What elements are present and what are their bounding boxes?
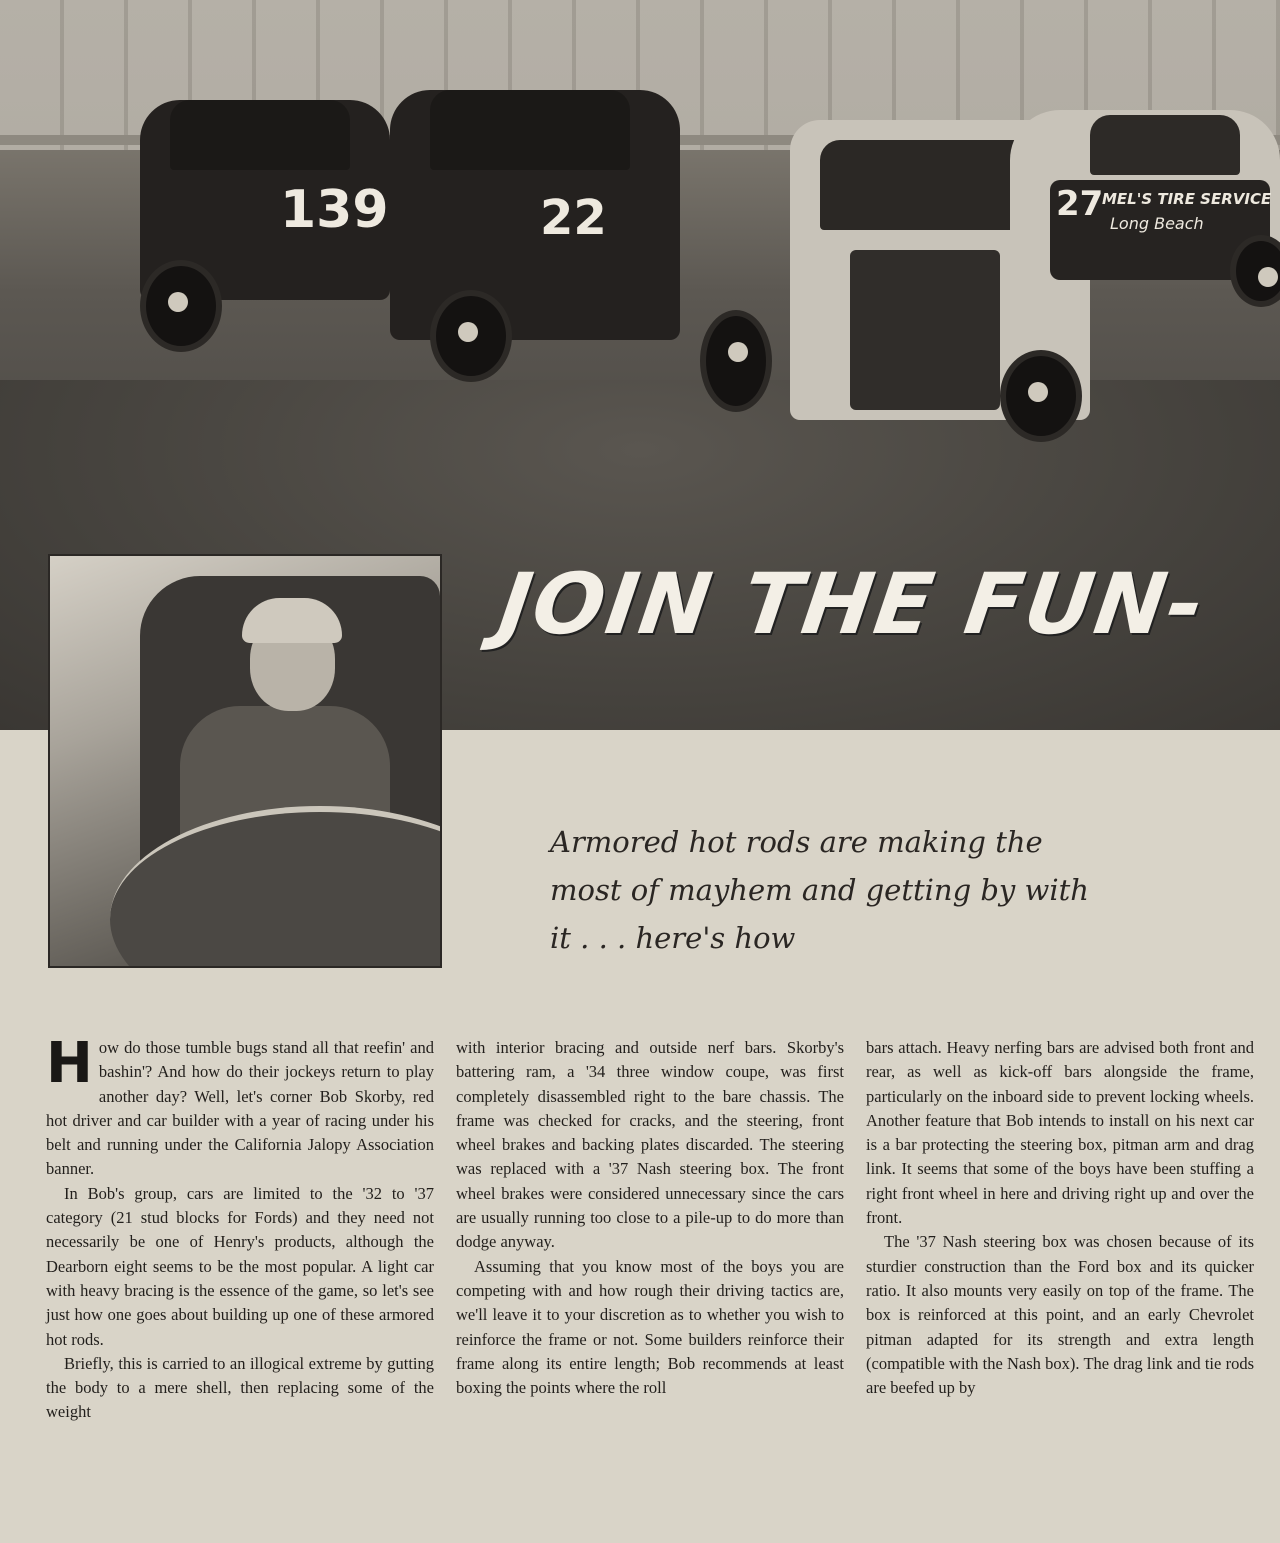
headline: JOIN THE FUN- xyxy=(493,555,1212,653)
article-column-2 xyxy=(456,1036,844,1400)
wheel xyxy=(1230,235,1280,307)
car-sponsor: MEL'S TIRE SERVICE xyxy=(1102,190,1272,208)
paragraph: with interior bracing and outside nerf bars. Skorby's battering ram, a '34 three window coupe, was first completely disassembled right to the bare chassis. The frame was checked for cracks, and the steering, front wheel brakes and backing plates discarded. The steering was replaced with a '37 Nash steering box. The front wheel brakes were considered unnecessary since the cars are usually running too close to a pile-up to do more than dodge anyway. xyxy=(456,1038,844,1252)
driver-portrait xyxy=(48,554,442,968)
dropcap: H xyxy=(46,1031,93,1096)
car-sponsor-city: Long Beach xyxy=(1110,214,1204,233)
car-number: 139 xyxy=(280,180,389,240)
wheel xyxy=(700,310,772,412)
paragraph: Assuming that you know most of the boys you are competing with and how rough their driving tactics are, we'll leave it to your discretion as to whether you wish to reinforce the frame or not. Some builders reinforce their frame along its entire length; Bob recommends at least boxing the points where the roll xyxy=(456,1256,844,1398)
paragraph: The '37 Nash steering box was chosen because of its sturdier construction than the Ford box and its quicker ratio. It also mounts very easily on top of the frame. The box is reinforced at this point, and an early Chevrolet pitman adapted for its strength and extra length (compatible with the Nash box). The drag link and tie rods are beefed up by xyxy=(866,1232,1254,1398)
car-number: 27 xyxy=(1056,184,1104,224)
car-number: 22 xyxy=(540,190,607,246)
article-column-1 xyxy=(46,1031,434,1425)
paragraph: Briefly, this is carried to an illogical extreme by gutting the body to a mere shell, then replacing some of the weight xyxy=(46,1353,434,1422)
paragraph: bars attach. Heavy nerfing bars are advised both front and rear, as well as kick-off bars alongside the frame, particularly on the inboard side to prevent locking wheels. Another feature that Bob intends to install on his next car is a bar protecting the steering box, pitman arm and drag link. It seems that some of the boys have been stuffing a right front wheel in here and driving right up and over the front. xyxy=(866,1038,1254,1228)
subhead: Armored hot rods are making the most of mayhem and getting by with it . . . here's how xyxy=(550,825,1089,955)
article-column-3 xyxy=(866,1036,1254,1400)
paragraph: How do those tumble bugs stand all that reefin' and bashin'? And how do their jockeys return to play another day? Well, let's corner Bob Skorby, red hot driver and car builder with a year of racing under his belt and running under the California Jalopy Association banner. xyxy=(46,1031,434,1179)
wheel xyxy=(140,260,222,352)
wheel xyxy=(1000,350,1082,442)
car-22 xyxy=(390,90,680,340)
wheel xyxy=(430,290,512,382)
paragraph: In Bob's group, cars are limited to the '32 to '37 category (21 stud blocks for Fords) and they need not necessarily be one of Henry's products, although the Dearborn eight seems to be the most popular. A light car with heavy bracing is the essence of the game, so let's see just how one goes about building up one of these armored hot rods. xyxy=(46,1183,434,1349)
